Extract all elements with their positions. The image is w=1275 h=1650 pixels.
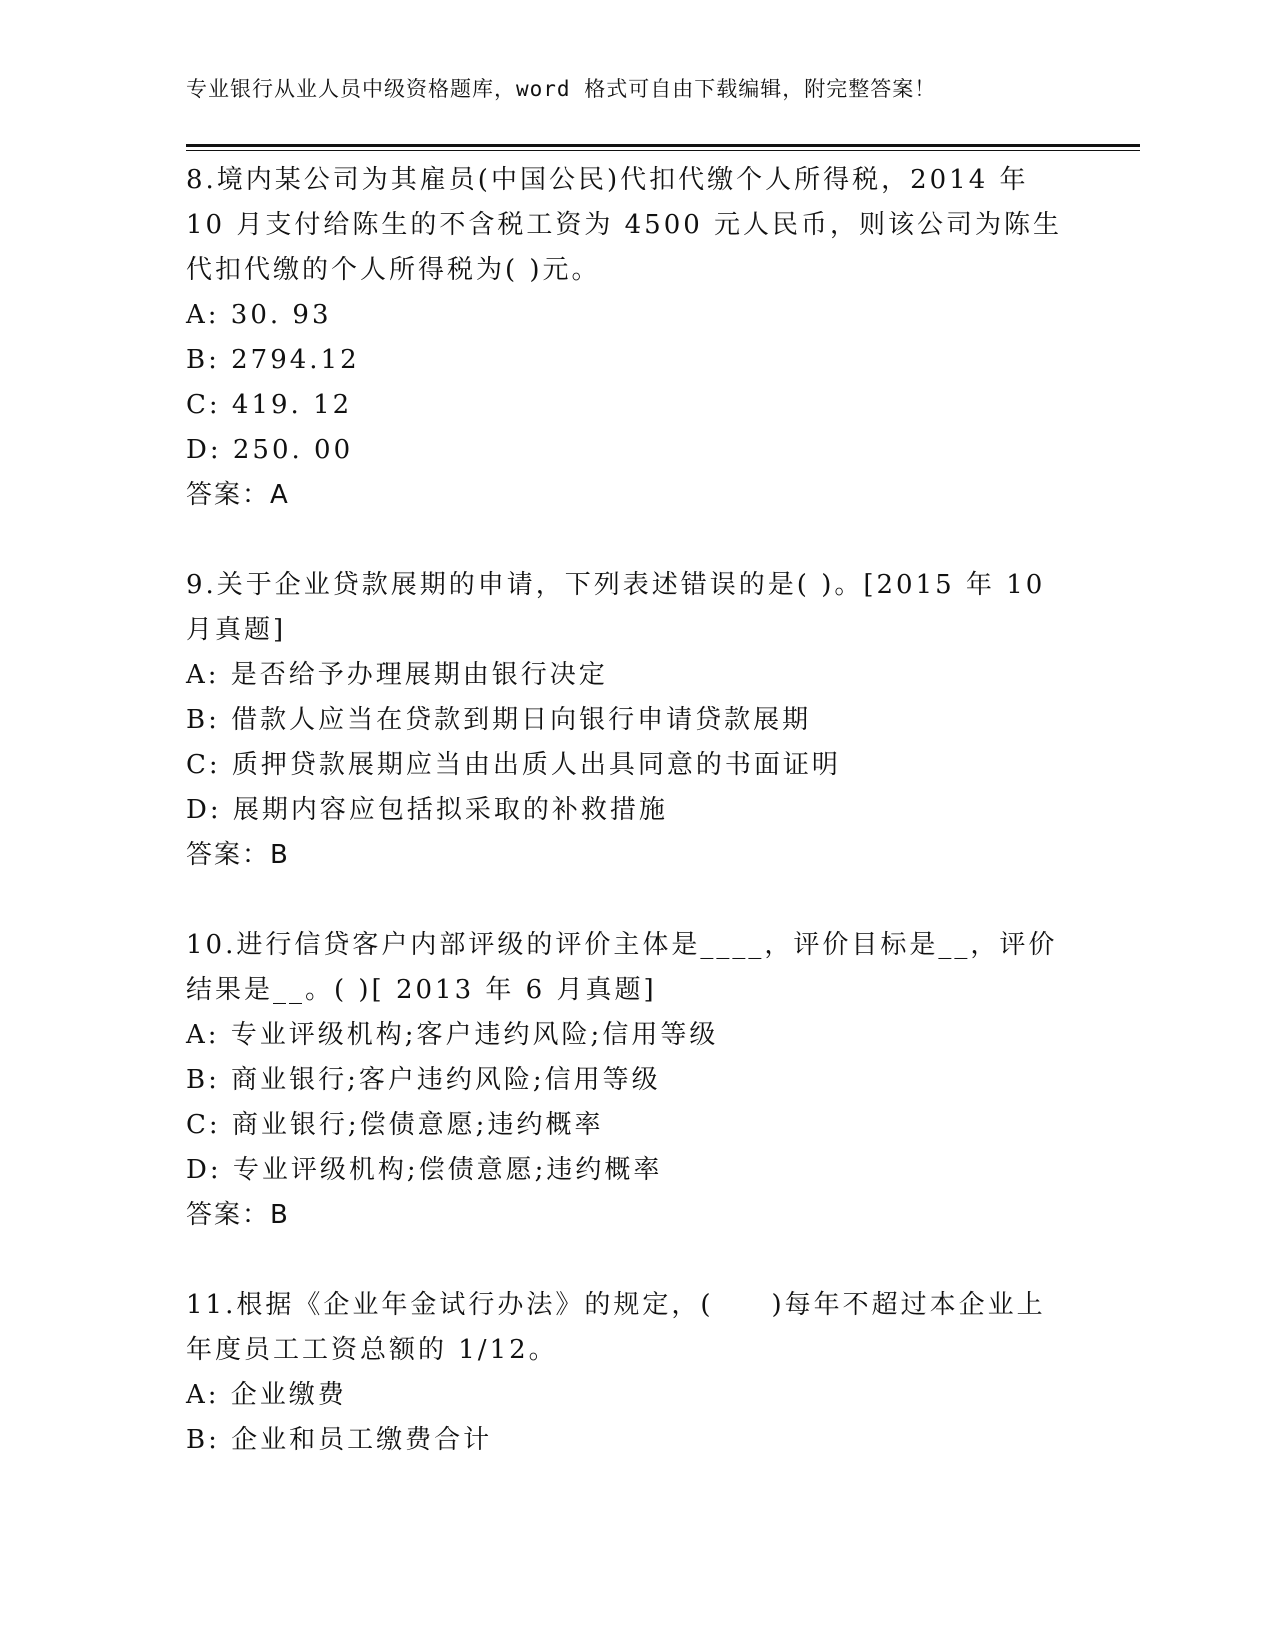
page-header: 专业银行从业人员中级资格题库，word 格式可自由下载编辑，附完整答案！ xyxy=(186,77,937,101)
question-stem: 10.进行信贷客户内部评级的评价主体是____，评价目标是__，评价结果是__。( )[ 2013 年 6 月真题] xyxy=(186,930,1058,1005)
question-list xyxy=(186,158,1066,1463)
option-b: B: 借款人应当在贷款到期日向银行申请贷款展期 xyxy=(186,705,812,735)
question-11 xyxy=(186,1283,1066,1463)
header-rule-thick xyxy=(186,144,1140,147)
header-rule-thin xyxy=(186,150,1140,151)
question-stem: 11.根据《企业年金试行办法》的规定，( )每年不超过本企业上年度员工工资总额的 1/12。 xyxy=(186,1290,1046,1365)
option-a: A: 企业缴费 xyxy=(186,1380,347,1410)
option-a: A: 30. 93 xyxy=(186,300,332,330)
question-10 xyxy=(186,923,1066,1238)
question-stem: 9.关于企业贷款展期的申请，下列表述错误的是( )。[2015 年 10 月真题] xyxy=(186,570,1046,645)
question-stem: 8.境内某公司为其雇员(中国公民)代扣代缴个人所得税，2014 年 10 月支付给陈生的不含税工资为 4500 元人民币，则该公司为陈生代扣代缴的个人所得税为( )元。 xyxy=(186,165,1063,285)
question-9 xyxy=(186,563,1066,878)
answer-line: 答案：A xyxy=(186,480,290,510)
answer-line: 答案：B xyxy=(186,1200,290,1230)
option-c: C: 419. 12 xyxy=(186,390,353,420)
answer-line: 答案：B xyxy=(186,840,290,870)
option-c: C: 质押贷款展期应当由出质人出具同意的书面证明 xyxy=(186,750,841,780)
option-d: D: 专业评级机构;偿债意愿;违约概率 xyxy=(186,1155,663,1185)
option-d: D: 展期内容应包括拟采取的补救措施 xyxy=(186,795,668,825)
option-a: A: 专业评级机构;客户违约风险;信用等级 xyxy=(186,1020,719,1050)
question-8 xyxy=(186,158,1066,518)
option-b: B: 企业和员工缴费合计 xyxy=(186,1425,493,1455)
option-b: B: 商业银行;客户违约风险;信用等级 xyxy=(186,1065,661,1095)
option-d: D: 250. 00 xyxy=(186,435,354,465)
option-c: C: 商业银行;偿债意愿;违约概率 xyxy=(186,1110,604,1140)
option-a: A: 是否给予办理展期由银行决定 xyxy=(186,660,608,690)
option-b: B: 2794.12 xyxy=(186,345,360,375)
